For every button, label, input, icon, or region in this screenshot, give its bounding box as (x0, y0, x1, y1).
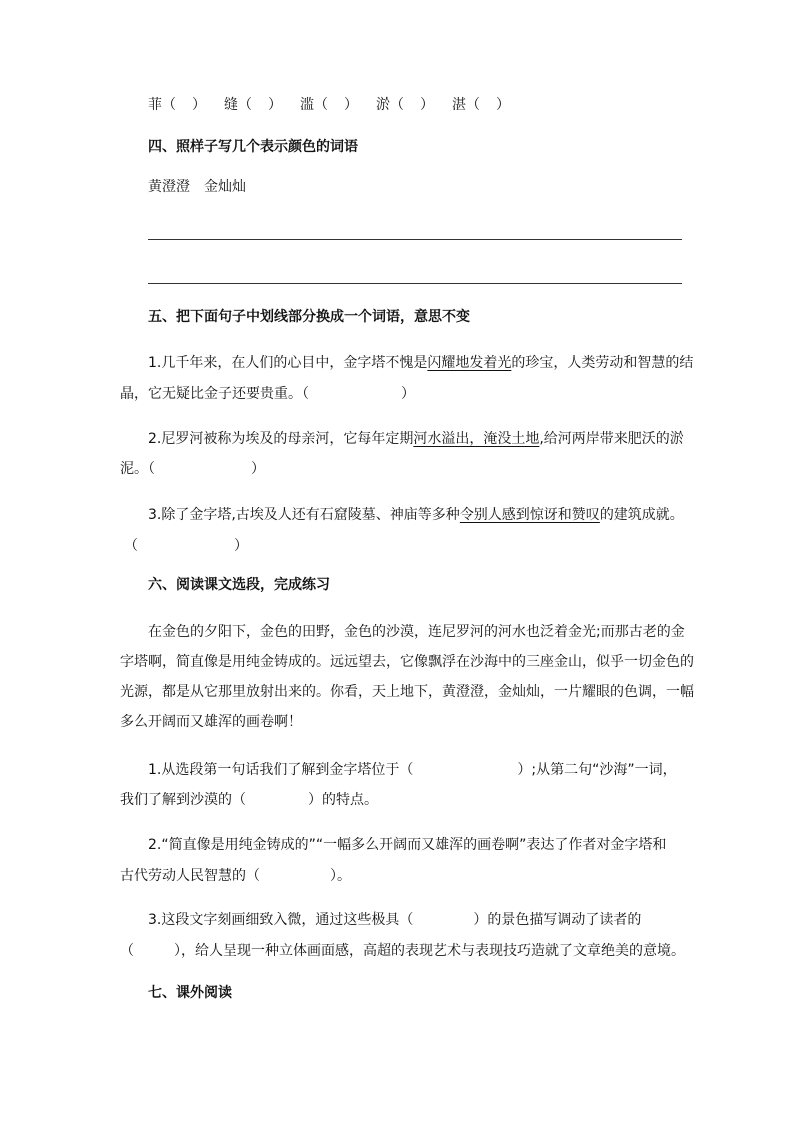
s6-question-2-line2: 古代劳动人民智慧的（ ）。 (120, 868, 351, 884)
char-item: 缝（ ） (224, 97, 282, 113)
s6-question-1-line2: 我们了解到沙漠的（ ）的特点。 (120, 792, 378, 808)
section-5-title: 五、把下面句子中划线部分换成一个词语，意思不变 (148, 309, 470, 325)
char-item: 淤（ ） (376, 97, 434, 113)
s6-question-1: 1.从选段第一句话我们了解到金字塔位于（ ）;从第二句“沙海”一词， (148, 762, 677, 778)
s6-question-2: 2.“简直像是用纯金铸成的”“一幅多么开阔而又雄浑的画卷啊”表达了作者对金字塔和 (148, 837, 667, 853)
section-7-title: 七、课外阅读 (148, 985, 232, 1001)
s6-question-3-line2: （ ），给人呈现一种立体画面感，高超的表现艺术与表现技巧造就了文章绝美的意境。 (120, 943, 685, 959)
answer-line-2 (148, 283, 682, 284)
s5-question-3-line2: （ ） (124, 538, 248, 554)
s5-q3-underlined: 令别人感到惊讶和赞叹 (459, 507, 600, 523)
s5-question-1 (148, 353, 693, 373)
s5-q1-text-end: 的珍宝，人类劳动和智慧的结 (511, 355, 694, 371)
s5-q2-underlined: 河水溢出，淹没土地 (413, 431, 540, 447)
passage-line: 多么开阔而又雄浑的画卷啊！ (120, 714, 302, 730)
passage-line: 在金色的夕阳下，金色的田野，金色的沙漠，连尼罗河的河水也泛着金光;而那古老的金 (148, 624, 685, 640)
s6-question-3: 3.这段文字刻画细致入微，通过这些极具（ ）的景色描写调动了读者的 (148, 912, 642, 928)
passage-line: 字塔啊，简直像是用纯金铸成的。远远望去，它像飘浮在沙海中的三座金山，似乎一切金色的 (120, 654, 694, 670)
s5-question-2: 2.尼罗河被称为埃及的母亲河，它每年定期河水溢出，淹没土地,给河两岸带来肥沃的淤 (148, 431, 684, 447)
s5-q1-underlined: 闪耀地发着光 (427, 355, 512, 371)
section-6-title: 六、阅读课文选段，完成练习 (148, 577, 330, 593)
char-blank-row (148, 95, 510, 115)
char-item: 滥（ ） (300, 97, 358, 113)
char-item: 湛（ ） (452, 97, 510, 113)
s5-question-3: 3.除了金字塔,古埃及人还有石窟陵墓、神庙等多种令别人感到惊讶和赞叹的建筑成就。 (148, 507, 684, 523)
char-item: 菲（ ） (148, 97, 206, 113)
passage-line: 光源，都是从它那里放射出来的。你看，天上地下，黄澄澄，金灿灿，一片耀眼的色调，一幅 (120, 684, 694, 700)
s5-question-2-line2: 泥。（ ） (120, 461, 265, 477)
s5-q1-text: 1.几千年来，在人们的心目中，金字塔不愧是 (148, 355, 428, 371)
s5-question-1-line2: 晶，它无疑比金子还要贵重。（ ） (120, 386, 415, 402)
section-4-example: 黄澄澄 金灿灿 (148, 179, 246, 195)
answer-line-1 (148, 239, 682, 240)
section-4-title: 四、照样子写几个表示颜色的词语 (148, 139, 358, 155)
